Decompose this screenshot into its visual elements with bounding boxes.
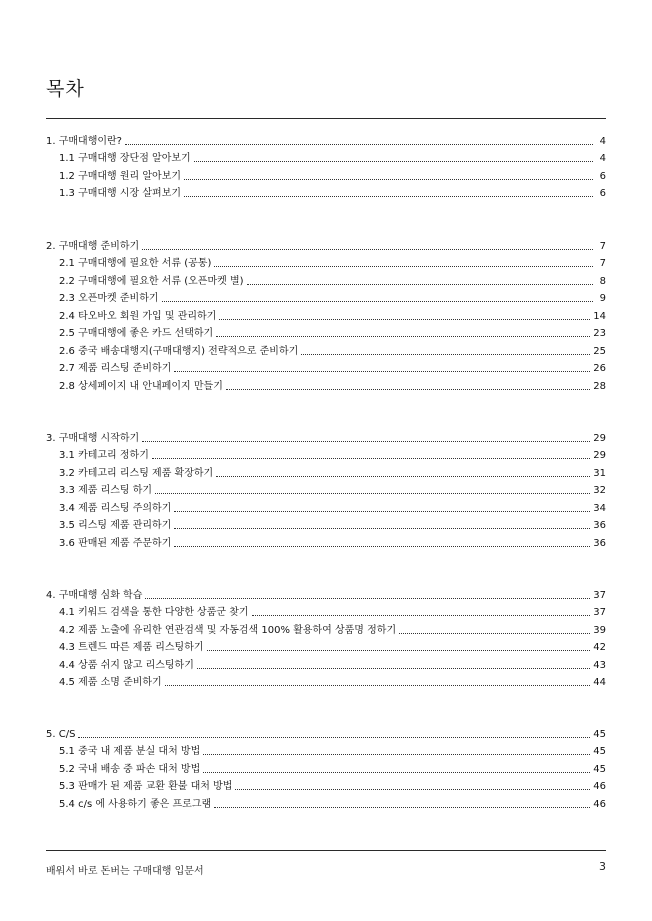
entry-title: 2.8 상세페이지 내 안내페이지 만들기 [59, 380, 223, 392]
toc-section-3 [46, 427, 606, 550]
toc-chapter-entry[interactable] [46, 584, 606, 602]
toc-subsection-entry[interactable] [46, 358, 606, 376]
entry-title: 3.1 카테고리 정하기 [59, 450, 149, 461]
dot-leader [155, 493, 590, 494]
entry-page: 46 [593, 798, 606, 810]
toc-subsection-entry[interactable] [46, 758, 606, 776]
toc-subsection-entry[interactable] [46, 480, 606, 498]
entry-page: 39 [593, 624, 606, 636]
entry-title: 4.3 트렌드 따른 제품 리스팅하기 [59, 642, 204, 653]
toc-subsection-entry[interactable] [46, 340, 606, 358]
entry-page: 42 [593, 642, 606, 653]
entry-title: 4.5 제품 소명 준비하기 [59, 677, 162, 688]
toc-subsection-entry[interactable] [46, 165, 606, 183]
entry-page: 32 [593, 485, 606, 496]
toc-subsection-entry[interactable] [46, 654, 606, 672]
entry-page: 4 [599, 135, 606, 147]
entry-title: 2.2 구매대행에 필요한 서류 (오픈마켓 별) [59, 275, 244, 287]
dot-leader [174, 528, 590, 529]
dot-leader [252, 615, 591, 616]
entry-page: 31 [593, 467, 606, 479]
entry-title: 5.2 국내 배송 중 파손 대처 방법 [59, 763, 201, 775]
dot-leader [125, 144, 593, 145]
dot-leader [165, 685, 591, 686]
toc-subsection-entry[interactable] [46, 637, 606, 655]
footer-divider [46, 850, 606, 851]
entry-page: 29 [593, 432, 606, 444]
entry-title: 2.1 구매대행에 필요한 서류 (공통) [59, 258, 212, 269]
dot-leader [194, 161, 593, 162]
entry-page: 46 [593, 781, 606, 792]
entry-page: 6 [599, 188, 606, 199]
toc-subsection-entry[interactable] [46, 183, 606, 201]
toc-subsection-entry[interactable] [46, 515, 606, 533]
entry-page: 26 [593, 363, 606, 374]
entry-title: 4.2 제품 노출에 유리한 연관검색 및 자동검색 100% 활용하여 상품명 정하기 [59, 624, 397, 636]
dot-leader [219, 319, 590, 320]
entry-page: 7 [599, 240, 606, 252]
dot-leader [78, 737, 590, 738]
entry-page: 23 [593, 328, 606, 339]
toc-subsection-entry[interactable] [46, 532, 606, 550]
entry-title: 4.1 키워드 검색을 통한 다양한 상품군 찾기 [59, 607, 249, 618]
toc-subsection-entry[interactable] [46, 741, 606, 759]
entry-title: 3.5 리스팅 제품 관리하기 [59, 520, 172, 531]
toc-subsection-entry[interactable] [46, 253, 606, 271]
dot-leader [216, 476, 590, 477]
toc-subsection-entry[interactable] [46, 776, 606, 794]
entry-page: 7 [599, 258, 606, 269]
toc-subsection-entry[interactable] [46, 497, 606, 515]
entry-title: 2.3 오픈마켓 준비하기 [59, 293, 159, 304]
toc-subsection-entry[interactable] [46, 148, 606, 166]
dot-leader [152, 458, 590, 459]
entry-title: 3.4 제품 리스팅 주의하기 [59, 502, 172, 514]
dot-leader [174, 371, 590, 372]
entry-page: 34 [593, 502, 606, 514]
entry-title: 2.5 구매대행에 좋은 카드 선택하기 [59, 328, 214, 339]
page-title: 목차 [46, 78, 85, 100]
toc-chapter-entry[interactable] [46, 427, 606, 445]
dot-leader [197, 668, 590, 669]
toc-chapter-entry[interactable] [46, 235, 606, 253]
entry-title: 2. 구매대행 준비하기 [46, 240, 140, 252]
dot-leader [184, 179, 593, 180]
entry-page: 9 [599, 293, 606, 304]
entry-title: 4. 구매대행 심화 학습 [46, 589, 143, 601]
entry-page: 4 [599, 153, 606, 164]
dot-leader [174, 511, 590, 512]
dot-leader [214, 266, 593, 267]
toc-subsection-entry[interactable] [46, 375, 606, 393]
toc-subsection-entry[interactable] [46, 288, 606, 306]
entry-title: 3. 구매대행 시작하기 [46, 432, 140, 444]
toc-subsection-entry[interactable] [46, 793, 606, 811]
toc-chapter-entry[interactable] [46, 723, 606, 741]
dot-leader [142, 249, 593, 250]
dot-leader [214, 807, 590, 808]
dot-leader [399, 633, 590, 634]
entry-page: 6 [599, 170, 606, 182]
toc-subsection-entry[interactable] [46, 462, 606, 480]
dot-leader [203, 754, 590, 755]
dot-leader [226, 389, 590, 390]
entry-page: 45 [593, 746, 606, 757]
entry-page: 14 [593, 310, 606, 322]
toc-subsection-entry[interactable] [46, 270, 606, 288]
entry-title: 4.4 상품 쉬지 않고 리스팅하기 [59, 659, 194, 671]
toc-section-4 [46, 584, 606, 689]
entry-page: 36 [593, 520, 606, 531]
entry-title: 1.1 구매대행 장단점 알아보기 [59, 153, 191, 164]
entry-title: 5. C/S [46, 728, 76, 740]
entry-page: 44 [593, 677, 606, 688]
entry-title: 1.2 구매대행 원리 알아보기 [59, 170, 182, 182]
dot-leader [216, 336, 590, 337]
dot-leader [145, 598, 590, 599]
entry-title: 5.3 판매가 된 제품 교환 환불 대처 방법 [59, 781, 233, 792]
toc-subsection-entry[interactable] [46, 305, 606, 323]
toc-subsection-entry[interactable] [46, 445, 606, 463]
entry-title: 5.4 c/s 에 사용하기 좋은 프로그램 [59, 798, 212, 810]
entry-title: 2.7 제품 리스팅 준비하기 [59, 363, 172, 374]
toc-section-5 [46, 723, 606, 811]
toc-subsection-entry[interactable] [46, 323, 606, 341]
toc-subsection-entry[interactable] [46, 672, 606, 690]
entry-title: 2.4 타오바오 회원 가입 및 관리하기 [59, 310, 217, 322]
footer-book-title: 배워서 바로 돈버는 구매대행 입문서 [46, 866, 204, 877]
dot-leader [301, 354, 590, 355]
footer-page-number: 3 [599, 860, 606, 873]
entry-page: 45 [593, 763, 606, 775]
entry-title: 3.3 제품 리스팅 하기 [59, 485, 153, 496]
dot-leader [162, 301, 593, 302]
toc-section-2 [46, 235, 606, 393]
dot-leader [184, 196, 593, 197]
toc-subsection-entry[interactable] [46, 602, 606, 620]
entry-title: 1. 구매대행이란? [46, 135, 122, 147]
entry-title: 3.2 카테고리 리스팅 제품 확장하기 [59, 467, 214, 479]
entry-page: 37 [593, 607, 606, 618]
dot-leader [142, 441, 590, 442]
dot-leader [207, 650, 591, 651]
entry-title: 5.1 중국 내 제품 분실 대처 방법 [59, 746, 201, 757]
toc-section-1 [46, 130, 606, 200]
entry-title: 3.6 판매된 제품 주문하기 [59, 537, 172, 549]
entry-page: 43 [593, 659, 606, 671]
toc-chapter-entry[interactable] [46, 130, 606, 148]
entry-title: 2.6 중국 배송대행지(구매대행지) 전략적으로 준비하기 [59, 345, 299, 357]
dot-leader [203, 772, 590, 773]
entry-title: 1.3 구매대행 시장 살펴보기 [59, 188, 182, 199]
title-divider [46, 118, 606, 119]
entry-page: 45 [593, 728, 606, 740]
dot-leader [174, 546, 590, 547]
entry-page: 37 [593, 589, 606, 601]
entry-page: 8 [599, 275, 606, 287]
toc-subsection-entry[interactable] [46, 619, 606, 637]
entry-page: 29 [593, 450, 606, 461]
entry-page: 36 [593, 537, 606, 549]
entry-page: 28 [593, 380, 606, 392]
entry-page: 25 [593, 345, 606, 357]
dot-leader [235, 789, 590, 790]
dot-leader [247, 284, 594, 285]
